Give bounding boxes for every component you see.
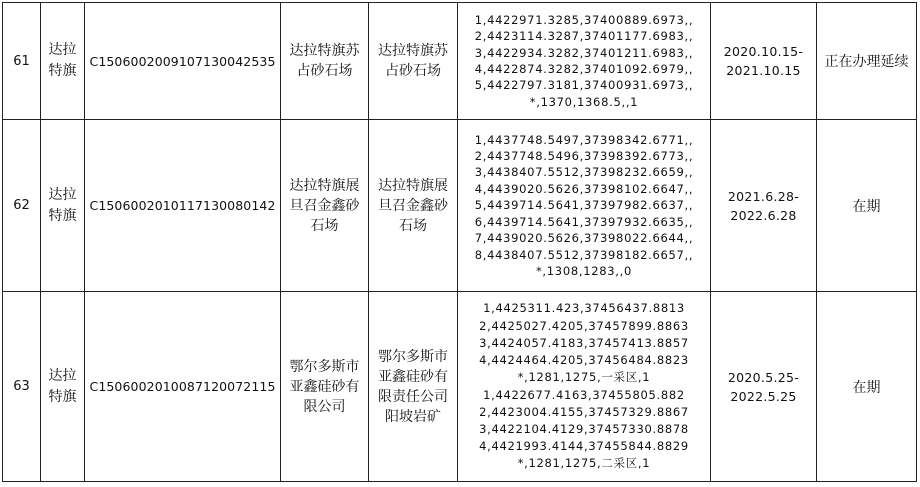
coordinate-line: 4,4439020.5626,37398102.6647,,: [474, 181, 694, 196]
coordinate-line: 6,4439714.5641,37397932.6635,,: [474, 214, 694, 229]
coordinate-line: 1,4422677.4163,37455805.882: [483, 387, 685, 402]
coordinate-line: 3,4438407.5512,37398232.6659,,: [474, 165, 694, 180]
mine-name-line: 限责任公司: [378, 388, 448, 405]
owner-cell: [281, 3, 369, 120]
mine-name-line: 达拉特旗苏: [378, 43, 448, 59]
license-number: C1506002009107130042535: [85, 3, 281, 120]
owner-line: 占砂石场: [296, 63, 353, 79]
owner-line: 鄂尔多斯市: [289, 358, 360, 375]
coordinate-line: 8,4438407.5512,37398182.6657,,: [474, 247, 694, 262]
mining-rights-table: [2, 2, 917, 482]
table-row: [3, 120, 917, 292]
coordinate-line: 1,4437748.5497,37398342.6771,,: [474, 132, 694, 147]
county-line: 特旗: [48, 388, 77, 405]
period-start: 2021.6.28-: [727, 188, 800, 204]
county-cell: [41, 120, 85, 292]
coordinate-line: 5,4439714.5641,37397982.6637,,: [474, 198, 694, 213]
coordinate-line: *,1281,1275,一采区,1: [517, 370, 651, 385]
status-cell: 在期: [817, 120, 917, 292]
coordinate-line: 2,4423114.3287,37401177.6983,,: [474, 29, 694, 44]
owner-line: 限公司: [303, 398, 346, 415]
period-end: 2022.6.28: [730, 207, 797, 223]
coordinate-line: 2,4423004.4155,37457329.8867: [479, 404, 689, 419]
county-cell: [41, 3, 85, 120]
coordinate-line: *,1281,1275,二采区,1: [517, 456, 651, 471]
county-cell: [41, 292, 85, 482]
coordinate-line: 1,4425311.423,37456437.8813: [483, 301, 685, 316]
coordinate-line: *,1370,1368.5,,1: [529, 94, 639, 109]
owner-line: 旦召金鑫砂: [289, 197, 360, 214]
table-row: [3, 292, 917, 482]
county-line: 达拉: [48, 186, 77, 203]
mine-name-cell: [369, 3, 458, 120]
validity-period: [711, 3, 817, 120]
mine-name-cell: [369, 120, 458, 292]
period-end: 2022.5.25: [730, 388, 797, 404]
table-row: [3, 3, 917, 120]
validity-period: [711, 292, 817, 482]
coordinate-line: 3,4424057.4183,37457413.8857: [479, 335, 689, 350]
county-line: 达拉: [48, 42, 77, 58]
status-cell: 正在办理延续: [817, 3, 917, 120]
owner-cell: [281, 292, 369, 482]
mine-name-line: 达拉特旗展: [378, 177, 448, 194]
owner-line: 亚鑫硅砂有: [289, 378, 360, 395]
coordinate-line: 4,4422874.3282,37401092.6979,,: [474, 62, 694, 76]
owner-cell: [281, 120, 369, 292]
coordinate-line: 1,4422971.3285,37400889.6973,,: [474, 12, 694, 27]
county-line: 特旗: [48, 63, 77, 79]
mine-name-line: 亚鑫硅砂有: [378, 368, 448, 385]
coordinate-line: *,1308,1283,,0: [535, 263, 633, 278]
coordinates-cell: [458, 120, 711, 292]
row-number: 62: [3, 120, 41, 292]
coordinate-line: 2,4437748.5496,37398392.6773,,: [474, 149, 694, 164]
status-cell: 在期: [817, 292, 917, 482]
mine-name-cell: [369, 292, 458, 482]
row-number: 63: [3, 292, 41, 482]
mine-name-line: 旦召金鑫砂: [378, 197, 448, 214]
mine-name-line: 占砂石场: [385, 63, 441, 79]
owner-line: 达拉特旗苏: [289, 43, 360, 59]
row-number: 61: [3, 3, 41, 120]
coordinate-line: 3,4422934.3282,37401211.6983,,: [474, 45, 694, 60]
period-start: 2020.5.25-: [727, 369, 800, 385]
coordinate-line: 2,4425027.4205,37457899.8863: [479, 318, 689, 333]
license-number: C1506002010087120072115: [85, 292, 281, 482]
coordinate-line: 3,4422104.4129,37457330.8878: [479, 421, 689, 436]
coordinates-cell: [458, 3, 711, 120]
period-start: 2020.10.15-: [723, 44, 804, 59]
coordinate-line: 5,4422797.3181,37400931.6973,,: [474, 78, 694, 93]
coordinates-cell: [458, 292, 711, 482]
mine-name-line: 石场: [399, 217, 427, 234]
owner-line: 石场: [310, 217, 339, 234]
period-end: 2021.10.15: [726, 63, 801, 78]
coordinate-line: 4,4421993.4144,37455844.8829: [479, 439, 689, 454]
mine-name-line: 阳坡岩矿: [385, 408, 441, 425]
county-line: 特旗: [48, 207, 77, 224]
license-number: C1506002010117130080142: [85, 120, 281, 292]
mine-name-line: 鄂尔多斯市: [378, 348, 448, 365]
coordinate-line: 7,4439020.5626,37398022.6644,,: [474, 231, 694, 246]
validity-period: [711, 120, 817, 292]
owner-line: 达拉特旗展: [289, 177, 360, 194]
coordinate-line: 4,4424464.4205,37456484.8823: [479, 353, 689, 368]
county-line: 达拉: [48, 367, 77, 384]
